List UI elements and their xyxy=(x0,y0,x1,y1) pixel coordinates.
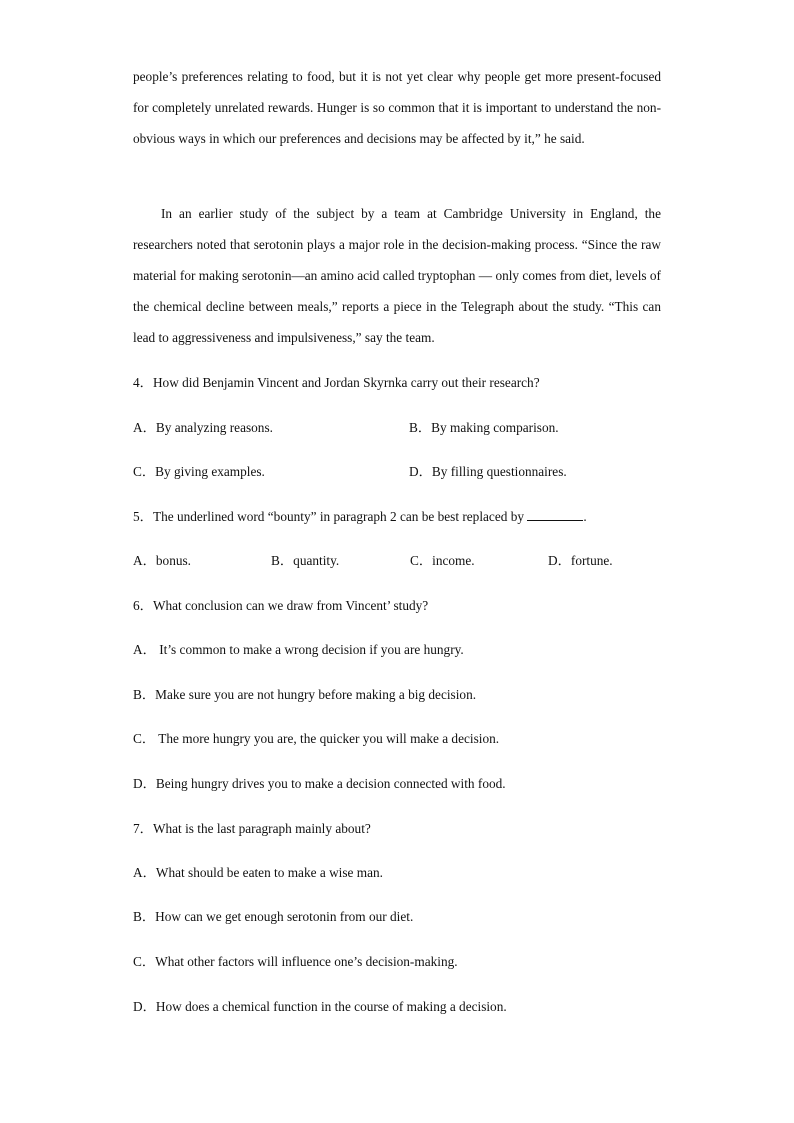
passage-paragraph-2: In an earlier study of the subject by a team at Cambridge University in England, the researchers noted that serotonin plays a major role in the decision-making process. “Since the raw material for making serotonin—an amino acid called tryptophan — only comes from diet, levels of the chemical decline between meals,” reports a piece in the Telegraph about the study. “This can lead to aggressiveness and impulsiveness,” say the team. xyxy=(133,206,661,345)
question-7-stem: 7．What is the last paragraph mainly about? xyxy=(133,821,371,836)
question-6-option-d: D．Being hungry drives you to make a decision connected with food. xyxy=(133,776,506,791)
question-6-stem: 6．What conclusion can we draw from Vincent’ study? xyxy=(133,598,429,613)
question-6-option-b: B．Make sure you are not hungry before making a big decision. xyxy=(133,687,477,702)
question-7-option-b: B．How can we get enough serotonin from our diet. xyxy=(133,909,414,924)
question-5-option-d: D．fortune. xyxy=(548,553,613,568)
question-4-option-d: D．By filling questionnaires. xyxy=(409,464,567,479)
question-4-option-c: C．By giving examples. xyxy=(133,464,265,479)
question-7-option-a: A．What should be eaten to make a wise man. xyxy=(133,865,383,880)
question-4-option-a: A．By analyzing reasons. xyxy=(133,420,273,435)
question-5-stem-text: 5．The underlined word “bounty” in paragraph 2 can be best replaced by xyxy=(133,509,525,524)
question-7-option-c: C．What other factors will influence one’s decision-making. xyxy=(133,954,458,969)
question-7-option-d: D．How does a chemical function in the course of making a decision. xyxy=(133,999,507,1014)
question-5-option-a: A．bonus. xyxy=(133,553,191,568)
question-6-option-a: A． It’s common to make a wrong decision if you are hungry. xyxy=(133,642,464,657)
question-5-option-b: B．quantity. xyxy=(271,553,340,568)
passage-paragraph-1: people’s preferences relating to food, but it is not yet clear why people get more present-focused for completely unrelated rewards. Hunger is so common that it is important to understand the non-obvious ways in which our preferences and decisions may be affected by it,” he said. xyxy=(133,69,661,146)
question-6-option-c: C． The more hungry you are, the quicker you will make a decision. xyxy=(133,731,500,746)
question-4-option-b: B．By making comparison. xyxy=(409,420,559,435)
question-5-stem-end: . xyxy=(583,509,587,524)
question-5-option-c: C．income. xyxy=(410,553,475,568)
question-5-stem xyxy=(133,507,587,527)
answer-blank xyxy=(527,508,583,521)
question-4-stem: 4．How did Benjamin Vincent and Jordan Skyrnka carry out their research? xyxy=(133,375,540,390)
